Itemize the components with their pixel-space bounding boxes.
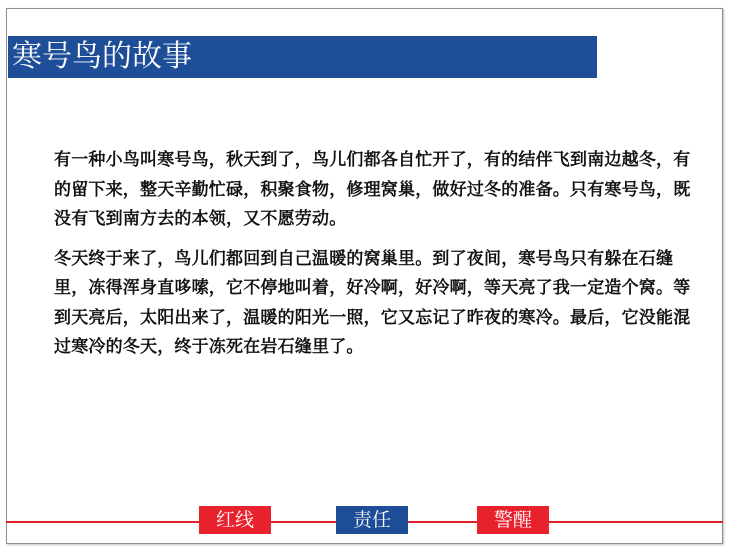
story-paragraph-2: 冬天终于来了，鸟儿们都回到自己温暖的窝巢里。到了夜间，寒号鸟只有躲在石缝里，冻得浑身直哆嗦，它不停地叫着，好冷啊，好冷啊，等天亮了我一定造个窝。等到天亮后，太阳出来了，温暖的阳光一照，它又忘记了昨夜的寒冷。最后，它没能混过寒冷的冬天，终于冻死在岩石缝里了。: [54, 248, 691, 357]
warning-button[interactable]: 警醒: [477, 506, 549, 534]
story-paragraph-1: 有一种小鸟叫寒号鸟，秋天到了，鸟儿们都各自忙开了，有的结伴飞到南边越冬，有的留下来，整天辛勤忙碌，积聚食物，修理窝巢，做好过冬的准备。只有寒号鸟，既没有飞到南方去的本领，又不愿劳动。: [54, 150, 691, 229]
red-line-button[interactable]: 红线: [199, 506, 271, 534]
responsibility-button[interactable]: 责任: [336, 506, 408, 534]
slide-title: 寒号鸟的故事: [8, 36, 597, 78]
story-text: [54, 146, 694, 373]
